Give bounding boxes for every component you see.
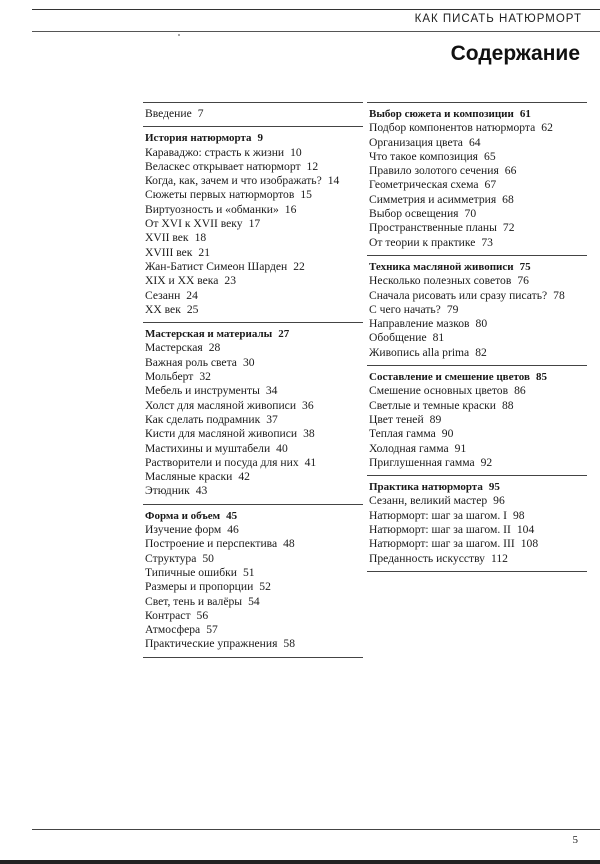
entry-page-number: 95	[488, 481, 500, 494]
entry-label: Структура	[145, 551, 197, 565]
entry-label: Техника масляной живописи	[369, 260, 514, 273]
entry-page-number: 22	[293, 259, 305, 273]
entry-page-number: 14	[327, 174, 340, 188]
toc-entry[interactable]	[145, 174, 363, 188]
toc-entry[interactable]	[145, 413, 363, 427]
toc-entry[interactable]	[145, 552, 363, 566]
entry-page-number: 12	[306, 159, 319, 173]
entry-label: Симметрия и асимметрия	[369, 192, 497, 206]
entry-page-number: 73	[481, 235, 493, 249]
entry-label: Пространственные планы	[369, 221, 497, 235]
entry-page-number: 75	[519, 260, 531, 273]
entry-page-number: 67	[484, 178, 497, 192]
toc-entry[interactable]	[369, 221, 587, 235]
toc-entry[interactable]	[145, 356, 363, 370]
entry-label: Направление мазков	[369, 317, 470, 331]
entry-page-number: 64	[468, 135, 481, 149]
toc-entry[interactable]	[145, 384, 363, 398]
entry-page-number: 79	[446, 302, 459, 316]
entry-label: Караваджо: страсть к жизни	[145, 145, 285, 159]
entry-page-number: 27	[278, 328, 290, 341]
toc-entry[interactable]	[369, 136, 587, 150]
toc-section	[143, 323, 363, 504]
entry-label: Важная роль света	[145, 355, 237, 369]
entry-label: XVII век	[145, 231, 189, 245]
entry-page-number: 30	[242, 355, 255, 369]
entry-label: Практика натюрморта	[369, 481, 483, 494]
toc-entry[interactable]	[369, 552, 587, 566]
toc-entry[interactable]	[369, 346, 587, 360]
entry-page-number: 90	[441, 427, 454, 441]
entry-label: Геометрическая схема	[369, 178, 479, 192]
entry-page-number: 46	[227, 523, 239, 537]
page-title: Содержание	[450, 42, 580, 65]
toc-entry[interactable]	[145, 637, 363, 651]
entry-page-number: 96	[493, 494, 505, 508]
scan-speck	[178, 34, 180, 36]
entry-label: Форма и объем	[145, 509, 221, 522]
entry-page-number: 40	[276, 441, 288, 455]
entry-page-number: 17	[248, 217, 261, 231]
top-rule	[32, 9, 600, 10]
entry-label: Натюрморт: шаг за шагом. III	[369, 537, 515, 551]
entry-label: Живопись alla prima	[369, 345, 470, 359]
entry-page-number: 9	[257, 132, 264, 145]
toc-entry[interactable]	[369, 331, 587, 345]
entry-label: От XVI к XVII веку	[145, 217, 243, 231]
toc-entry[interactable]	[145, 623, 363, 637]
entry-page-number: 81	[432, 331, 445, 345]
toc-entry[interactable]	[369, 442, 587, 456]
entry-page-number: 104	[516, 523, 535, 537]
entry-page-number: 56	[196, 608, 209, 622]
entry-page-number: 38	[303, 427, 315, 441]
toc-entry[interactable]	[145, 484, 363, 498]
entry-label: Мастерская и материалы	[145, 328, 273, 341]
entry-label: Составление и смешение цветов	[369, 371, 530, 384]
entry-label: От теории к практике	[369, 235, 476, 249]
entry-page-number: 57	[206, 623, 218, 637]
toc-column-left	[143, 102, 363, 658]
entry-label: История натюрморта	[145, 132, 252, 145]
entry-page-number: 16	[284, 202, 297, 216]
entry-label: Изучение форм	[145, 523, 222, 537]
toc-entry[interactable]	[145, 370, 363, 384]
entry-page-number: 82	[475, 345, 487, 359]
toc-entry[interactable]	[145, 303, 363, 317]
entry-label: Холодная гамма	[369, 441, 449, 455]
entry-label: Мастихины и муштабели	[145, 441, 271, 455]
toc-entry[interactable]	[369, 274, 587, 288]
entry-page-number: 50	[202, 551, 214, 565]
entry-label: Мастерская	[145, 341, 203, 355]
toc-entry[interactable]	[369, 193, 587, 207]
entry-page-number: 43	[195, 484, 208, 498]
section-heading[interactable]	[369, 480, 587, 494]
entry-label: Кисти для масляной живописи	[145, 427, 298, 441]
entry-page-number: 28	[208, 341, 221, 355]
entry-page-number: 7	[197, 107, 204, 120]
entry-label: XX век	[145, 302, 181, 316]
entry-label: Размеры и пропорции	[145, 580, 254, 594]
entry-label: Введение	[145, 107, 192, 120]
toc-entry[interactable]	[369, 289, 587, 303]
entry-page-number: 36	[302, 398, 314, 412]
entry-label: С чего начать?	[369, 302, 441, 316]
entry-label: Типичные ошибки	[145, 565, 237, 579]
toc-entry[interactable]	[145, 160, 363, 174]
entry-label: Сезанн	[145, 288, 181, 302]
entry-page-number: 92	[480, 455, 493, 469]
running-head-rule	[32, 31, 600, 32]
toc-entry[interactable]	[145, 246, 363, 260]
section-heading[interactable]	[145, 131, 363, 145]
entry-page-number: 25	[186, 302, 199, 316]
toc-entry[interactable]	[145, 537, 363, 551]
toc-entry[interactable]	[145, 231, 363, 245]
entry-label: Обобщение	[369, 331, 427, 345]
section-rule	[367, 571, 587, 572]
entry-page-number: 10	[290, 145, 302, 159]
entry-page-number: 42	[238, 470, 250, 484]
entry-page-number: 76	[517, 274, 529, 288]
entry-label: Выбор освещения	[369, 207, 459, 221]
entry-label: Мебель и инструменты	[145, 384, 260, 398]
entry-page-number: 48	[283, 537, 295, 551]
toc-entry[interactable]	[369, 207, 587, 221]
toc-entry[interactable]	[369, 427, 587, 441]
entry-page-number: 23	[224, 274, 236, 288]
entry-page-number: 21	[198, 245, 211, 259]
entry-page-number: 58	[283, 637, 295, 651]
toc-entry[interactable]	[145, 399, 363, 413]
entry-label: Правило золотого сечения	[369, 164, 499, 178]
section-heading[interactable]	[369, 107, 587, 121]
toc-section	[367, 366, 587, 475]
entry-page-number: 78	[553, 288, 565, 302]
section-rule	[143, 657, 363, 658]
toc-section	[367, 256, 587, 365]
entry-page-number: 91	[454, 441, 467, 455]
toc-entry[interactable]	[145, 107, 363, 121]
entry-label: Подбор компонентов натюрморта	[369, 121, 536, 135]
entry-page-number: 32	[199, 370, 211, 384]
toc-entry[interactable]	[369, 537, 587, 551]
entry-label: Построение и перспектива	[145, 537, 278, 551]
toc-entry[interactable]	[369, 399, 587, 413]
entry-page-number: 70	[464, 207, 477, 221]
entry-page-number: 54	[248, 594, 260, 608]
toc-entry[interactable]	[145, 566, 363, 580]
entry-label: Масляные краски	[145, 470, 233, 484]
entry-page-number: 52	[259, 580, 271, 594]
toc-entry[interactable]	[145, 341, 363, 355]
entry-label: Контраст	[145, 608, 191, 622]
entry-label: Мольберт	[145, 370, 194, 384]
toc-entry[interactable]	[369, 523, 587, 537]
entry-page-number: 80	[475, 317, 488, 331]
entry-page-number: 89	[429, 412, 442, 426]
toc-entry[interactable]	[369, 236, 587, 250]
toc-section	[143, 103, 363, 126]
toc-entry[interactable]	[145, 217, 363, 231]
toc-entry[interactable]	[369, 121, 587, 135]
toc-entry[interactable]	[145, 523, 363, 537]
bottom-rule	[32, 829, 600, 830]
section-heading[interactable]	[145, 327, 363, 341]
entry-label: Светлые и темные краски	[369, 398, 496, 412]
toc-entry[interactable]	[145, 274, 363, 288]
toc-column-right	[367, 102, 587, 572]
entry-label: XIX и XX века	[145, 274, 219, 288]
entry-page-number: 34	[265, 384, 278, 398]
toc-entry[interactable]	[145, 203, 363, 217]
entry-page-number: 108	[520, 537, 539, 551]
entry-label: Теплая гамма	[369, 427, 436, 441]
entry-label: Что такое композиция	[369, 149, 479, 163]
entry-page-number: 15	[300, 188, 312, 202]
entry-label: Этюдник	[145, 484, 190, 498]
entry-label: Как сделать подрамник	[145, 412, 261, 426]
entry-page-number: 37	[266, 412, 278, 426]
entry-label: Натюрморт: шаг за шагом. II	[369, 523, 511, 537]
entry-page-number: 112	[490, 551, 508, 565]
entry-page-number: 66	[504, 164, 517, 178]
entry-label: Когда, как, зачем и что изображать?	[145, 174, 322, 188]
entry-label: XVIII век	[145, 245, 193, 259]
toc-entry[interactable]	[145, 456, 363, 470]
entry-page-number: 68	[502, 192, 514, 206]
toc-entry[interactable]	[145, 609, 363, 623]
entry-page-number: 72	[502, 221, 515, 235]
page-edge	[0, 860, 600, 864]
entry-label: Свет, тень и валёры	[145, 594, 243, 608]
toc-entry[interactable]	[369, 150, 587, 164]
entry-label: Атмосфера	[145, 623, 201, 637]
entry-label: Приглушенная гамма	[369, 455, 475, 469]
entry-page-number: 61	[519, 108, 531, 120]
toc-entry[interactable]	[145, 427, 363, 441]
toc-entry[interactable]	[145, 580, 363, 594]
toc-entry[interactable]	[145, 188, 363, 202]
toc-entry[interactable]	[369, 509, 587, 523]
toc-entry[interactable]	[145, 442, 363, 456]
entry-page-number: 24	[186, 288, 198, 302]
entry-label: Организация цвета	[369, 135, 463, 149]
toc-section	[143, 505, 363, 657]
entry-page-number: 86	[514, 384, 526, 398]
entry-page-number: 18	[194, 231, 207, 245]
entry-label: Преданность искусству	[369, 551, 485, 565]
entry-page-number: 98	[513, 508, 525, 522]
toc-entry[interactable]	[369, 164, 587, 178]
toc-entry[interactable]	[145, 289, 363, 303]
toc-entry[interactable]	[369, 317, 587, 331]
entry-label: Виртуозность и «обманки»	[145, 202, 279, 216]
toc-entry[interactable]	[145, 595, 363, 609]
entry-page-number: 51	[242, 565, 255, 579]
running-head: КАК ПИСАТЬ НАТЮРМОРТ	[414, 13, 582, 25]
toc-entry[interactable]	[369, 178, 587, 192]
toc-entry[interactable]	[145, 146, 363, 160]
section-heading[interactable]	[369, 260, 587, 274]
toc-entry[interactable]	[369, 413, 587, 427]
entry-page-number: 85	[535, 371, 547, 384]
toc-entry[interactable]	[369, 494, 587, 508]
toc-section	[143, 127, 363, 322]
entry-label: Холст для масляной живописи	[145, 398, 297, 412]
entry-page-number: 41	[304, 455, 317, 469]
entry-label: Сначала рисовать или сразу писать?	[369, 288, 548, 302]
toc-entry[interactable]	[369, 303, 587, 317]
entry-label: Веласкес открывает натюрморт	[145, 159, 301, 173]
entry-label: Цвет теней	[369, 412, 424, 426]
page-number: 5	[572, 834, 578, 846]
entry-label: Смешение основных цветов	[369, 384, 509, 398]
toc-section	[367, 476, 587, 571]
entry-label: Растворители и посуда для них	[145, 455, 299, 469]
entry-page-number: 88	[501, 398, 514, 412]
entry-label: Натюрморт: шаг за шагом. I	[369, 508, 507, 522]
toc-entry[interactable]	[369, 456, 587, 470]
entry-label: Сезанн, великий мастер	[369, 494, 488, 508]
entry-label: Жан-Батист Симеон Шарден	[145, 259, 288, 273]
entry-page-number: 45	[226, 509, 238, 522]
toc-entry[interactable]	[145, 260, 363, 274]
entry-page-number: 62	[541, 121, 553, 135]
entry-label: Выбор сюжета и композиции	[369, 108, 514, 120]
section-heading[interactable]	[369, 370, 587, 384]
entry-label: Несколько полезных советов	[369, 274, 512, 288]
entry-label: Практические упражнения	[145, 637, 278, 651]
entry-page-number: 65	[484, 149, 496, 163]
entry-label: Сюжеты первых натюрмортов	[145, 188, 295, 202]
toc-section	[367, 103, 587, 255]
toc-entry[interactable]	[145, 470, 363, 484]
section-heading[interactable]	[145, 509, 363, 523]
toc-entry[interactable]	[369, 384, 587, 398]
